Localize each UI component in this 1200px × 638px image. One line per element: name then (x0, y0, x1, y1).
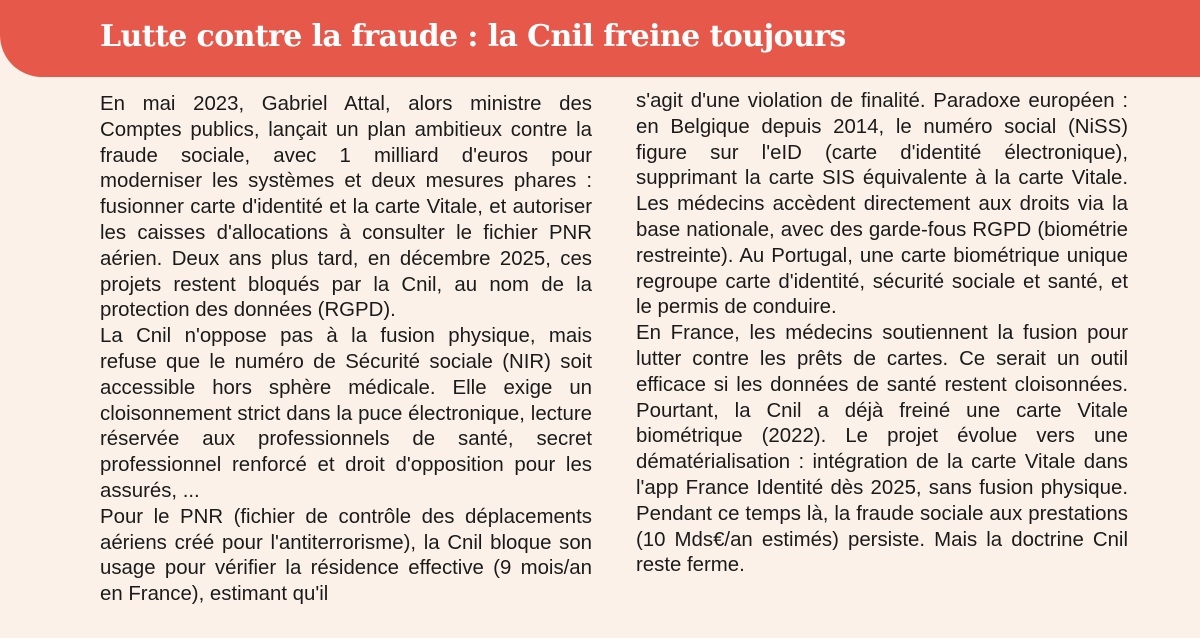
article-paragraph: En France, les médecins soutiennent la fusion pour lutter contre les prêts de cartes. Ce serait un outil efficace si les données de santé restent cloisonnées. Pourtant, la Cnil a déjà freiné une carte Vitale biométrique (2022). Le projet évolue vers une dématérialisation : intégration de la carte Vitale dans l'app France Identité dès 2025, sans fusion physique. Pendant ce temps là, la fraude sociale aux prestations (10 Mds€/an estimés) persiste. Mais la doctrine Cnil reste ferme. (636, 322, 1128, 577)
article-paragraph: La Cnil n'oppose pas à la fusion physique, mais refuse que le numéro de Sécurité sociale (NIR) soit accessible hors sphère médicale. Elle exige un cloisonnement strict dans la puce électronique, lecture réservée aux professionnels de santé, secret professionnel renforcé et droit d'opposition pour les assurés, ... (100, 325, 592, 502)
article-paragraph: Pour le PNR (fichier de contrôle des déplacements aériens créé pour l'antiterrorisme), la Cnil bloque son usage pour vérifier la résidence effective (9 mois/an en France), estimant qu'il (100, 505, 592, 606)
article-paragraph: s'agit d'une violation de finalité. Paradoxe européen : en Belgique depuis 2014, le numéro social (NiSS) figure sur l'eID (carte d'identité électronique), supprimant la carte SIS équivalente à la carte Vitale. Les médecins accèdent directement aux droits via la base nationale, avec des garde-fous RGPD (biométrie restreinte). Au Portugal, une carte biométrique unique regroupe carte d'identité, sécurité sociale et santé, et le permis de conduire. (636, 90, 1128, 319)
article-paragraph: En mai 2023, Gabriel Attal, alors ministre des Comptes publics, lançait un plan ambitieux contre la fraude sociale, avec 1 milliard d'euros pour moderniser les systèmes et deux mesures phares : fusionner carte d'identité et la carte Vitale, et autoriser les caisses d'allocations à consulter le fichier PNR aérien. Deux ans plus tard, en décembre 2025, ces projets restent bloqués par la Cnil, au nom de la protection des données (RGPD). (100, 93, 592, 322)
article-column-left (100, 92, 592, 608)
article-title: Lutte contre la fraude : la Cnil freine toujours (100, 19, 846, 54)
article-column-right (636, 89, 1128, 579)
title-banner (0, 0, 1200, 77)
